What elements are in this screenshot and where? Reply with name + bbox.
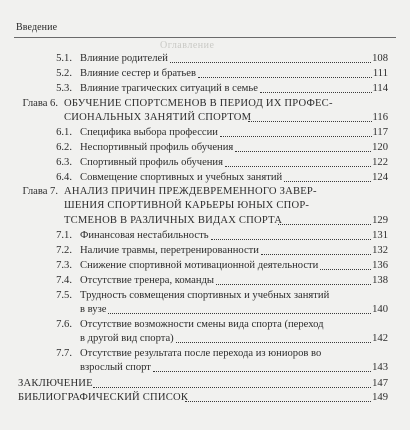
toc-entry-number: 5.2.	[56, 68, 72, 79]
toc-entry-title: в другой вид спорта)	[80, 333, 174, 345]
toc-entry-title: Совмещение спортивных и учебных занятий	[80, 172, 283, 183]
toc-entry-number: 7.7.	[56, 348, 72, 359]
toc-entry-title: АНАЛИЗ ПРИЧИН ПРЕЖДЕВРЕМЕННОГО ЗАВЕР-	[64, 186, 317, 197]
dot-leader	[93, 387, 371, 388]
toc-entry-title: ШЕНИЯ СПОРТИВНОЙ КАРЬЕРЫ ЮНЫХ СПОР-	[64, 200, 310, 212]
toc-page-number: 122	[372, 157, 388, 168]
toc-entry-title: Влияние сестер и братьев	[80, 68, 196, 79]
toc-entry-number: 7.3.	[56, 260, 72, 271]
toc-entry-title: БИБЛИОГРАФИЧЕСКИЙ СПИСОК	[18, 392, 189, 403]
dot-leader	[108, 313, 371, 314]
toc-page-number: 114	[372, 83, 388, 94]
toc-entry-number: 6.2.	[56, 142, 72, 153]
toc-page-number: 138	[372, 275, 388, 286]
toc-page-number: 129	[372, 214, 388, 226]
dot-leader	[261, 254, 371, 255]
toc-entry-number: 6.4.	[56, 172, 72, 183]
toc-entry-number: 5.3.	[56, 83, 72, 94]
toc-entry-number: 6.1.	[56, 127, 72, 138]
toc-entry-title: ОБУЧЕНИЕ СПОРТСМЕНОВ В ПЕРИОД ИХ ПРОФЕС-	[64, 98, 333, 109]
toc-entry-number: Глава 7.	[22, 186, 58, 197]
toc-entry-number: 7.4.	[56, 275, 72, 286]
toc-entry-title: Влияние трагических ситуаций в семье	[80, 83, 258, 94]
dot-leader	[248, 121, 371, 122]
toc-page-number: 111	[372, 68, 388, 79]
toc-entry-title: Трудность совмещения спортивных и учебных занятий	[80, 290, 330, 301]
toc-page-number: 132	[372, 245, 388, 256]
toc-entry-title: Неспортивный профиль обучения	[80, 142, 234, 153]
toc-page-number: 143	[372, 362, 388, 374]
toc-entry-title: ТСМЕНОВ В РАЗЛИЧНЫХ ВИДАХ СПОРТА	[64, 214, 283, 226]
dot-leader	[216, 284, 371, 285]
toc-entry-title: ЗАКЛЮЧЕНИЕ	[18, 378, 93, 389]
toc-entry-title: Финансовая нестабильность	[80, 230, 209, 241]
dot-leader	[235, 151, 371, 152]
toc-entry-title: Специфика выбора профессии	[80, 127, 218, 138]
toc-page-number: 120	[372, 142, 388, 153]
dot-leader	[278, 224, 371, 225]
toc-page-number: 116	[372, 112, 388, 124]
toc-page-number: 136	[372, 260, 388, 271]
toc-entry-title: в вузе	[80, 304, 107, 316]
toc-entry-number: 7.1.	[56, 230, 72, 241]
toc-entry-title: Наличие травмы, перетренированности	[80, 245, 259, 256]
toc-page-number: 124	[372, 172, 388, 183]
toc-entry-title: Влияние родителей	[80, 53, 168, 64]
toc-page-number: 131	[372, 230, 388, 241]
toc-page-number: 117	[372, 127, 388, 138]
toc-entry-number: 6.3.	[56, 157, 72, 168]
dot-leader	[153, 371, 371, 372]
toc-entry-number: 5.1.	[56, 53, 72, 64]
toc-entry-title: Отсутствие результата после перехода из юниоров во	[80, 348, 322, 359]
toc-page-number: 108	[372, 53, 388, 64]
toc-page-number: 147	[372, 378, 388, 389]
dot-leader	[170, 62, 371, 63]
dot-leader	[198, 77, 372, 78]
toc-entry-title: СИОНАЛЬНЫХ ЗАНЯТИЙ СПОРТОМ	[64, 112, 252, 124]
toc-entry-number: 7.5.	[56, 290, 72, 301]
toc-entry-number: 7.2.	[56, 245, 72, 256]
toc-entry-title: взрослый спорт	[80, 362, 151, 374]
toc-entry-title: Отсутствие возможности смены вида спорта (переход	[80, 319, 324, 330]
dot-leader	[284, 181, 371, 182]
dot-leader	[220, 136, 372, 137]
toc-entry-number: Глава 6.	[22, 98, 58, 109]
toc-entry-title: Снижение спортивной мотивационной деятельности	[80, 260, 319, 271]
dot-leader	[211, 239, 372, 240]
toc-page-number: 149	[372, 392, 388, 403]
dot-leader	[260, 92, 372, 93]
toc-page-number: 140	[372, 304, 388, 316]
dot-leader	[176, 342, 371, 343]
dot-leader	[320, 269, 371, 270]
toc-page-number: 142	[372, 333, 388, 345]
running-header: Введение	[16, 22, 58, 33]
dot-leader	[225, 166, 371, 167]
bleed-through-text: Оглавление	[160, 40, 215, 51]
dot-leader	[185, 401, 371, 402]
toc-entry-title: Отсутствие тренера, команды	[80, 275, 215, 286]
toc-entry-title: Спортивный профиль обучения	[80, 157, 223, 168]
toc-entry-number: 7.6.	[56, 319, 72, 330]
